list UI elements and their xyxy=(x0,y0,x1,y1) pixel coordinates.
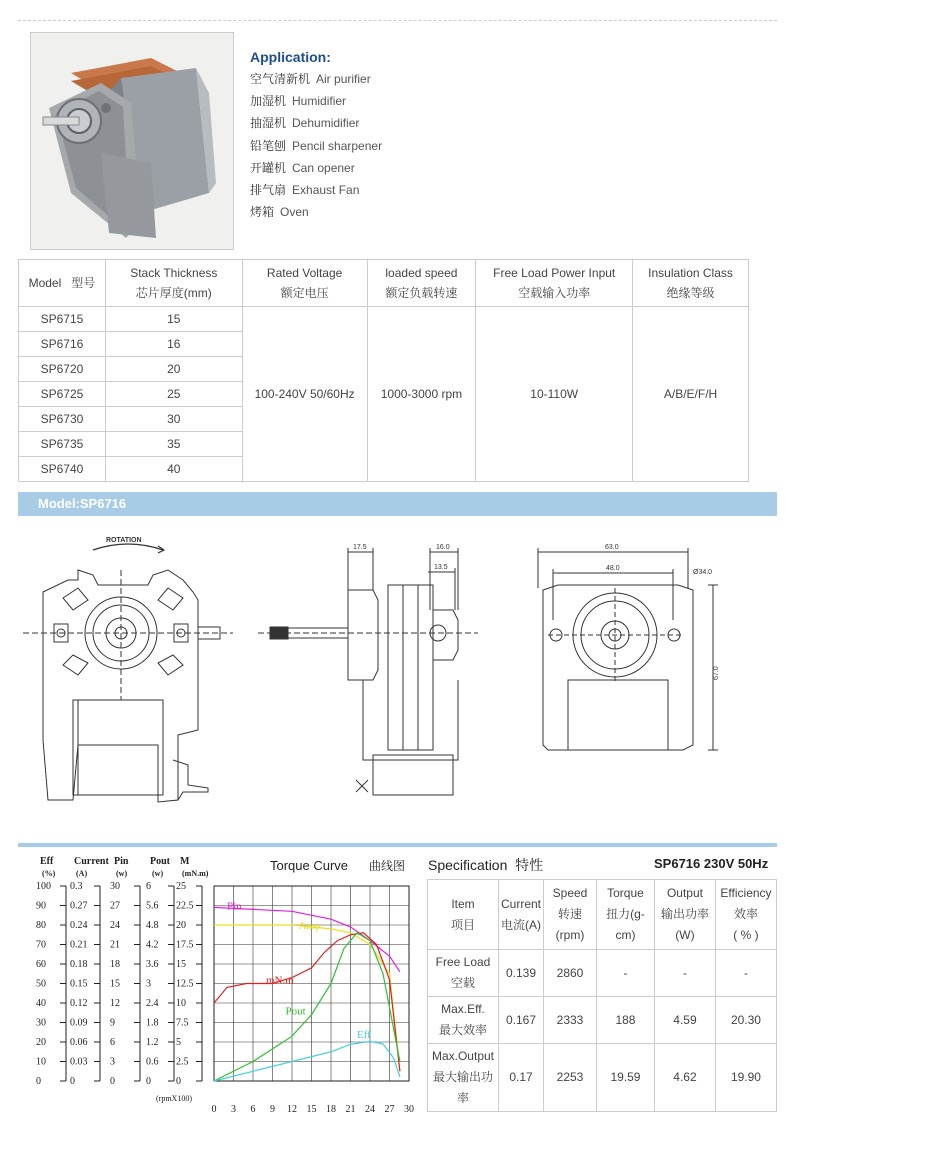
rotation-label: ROTATION xyxy=(106,537,142,544)
application-title: Application: xyxy=(250,49,331,65)
x-tick-label: 27 xyxy=(384,1104,395,1115)
top-divider xyxy=(18,20,777,21)
spec-eff: 20.30 xyxy=(715,997,776,1044)
axis-header-label: Pout xyxy=(150,856,170,867)
axis-tick-label: 15 xyxy=(110,978,120,990)
axis-tick-label: 50 xyxy=(36,978,46,990)
x-tick-label: 30 xyxy=(404,1104,414,1115)
cell-model: SP6735 xyxy=(19,432,106,457)
cell-voltage: 100-240V 50/60Hz xyxy=(242,307,367,482)
dim-label: 17.5 xyxy=(353,544,367,551)
spec-header-speed: Speed 转速 (rpm) xyxy=(544,880,597,950)
axis-tick-label: 70 xyxy=(36,939,46,951)
cell-model: SP6725 xyxy=(19,382,106,407)
axis-tick-label: 40 xyxy=(36,998,46,1009)
x-tick-label: 24 xyxy=(365,1104,375,1115)
x-tick-label: 6 xyxy=(250,1104,256,1115)
axis-tick-label: 10 xyxy=(176,998,186,1009)
series-line-eff xyxy=(214,1041,400,1081)
axis-header-unit: (%) xyxy=(42,869,56,878)
axis-tick-label: 100 xyxy=(36,881,51,892)
spec-model: SP6716 230V 50Hz xyxy=(654,856,769,871)
axis-tick-label: 15 xyxy=(176,959,186,970)
axis-header-unit: (w) xyxy=(152,869,164,878)
x-tick-label: 21 xyxy=(345,1104,356,1115)
cell-stack: 35 xyxy=(105,432,242,457)
axis-tick-label: 0 xyxy=(36,1076,41,1087)
spec-row xyxy=(428,950,777,997)
cell-stack: 20 xyxy=(105,357,242,382)
axis-tick-label: 6 xyxy=(146,881,151,892)
shaded-pole-motor-image xyxy=(31,33,233,249)
axis-header-unit: (mN.m) xyxy=(182,869,209,878)
axis-tick-label: 0.06 xyxy=(70,1037,88,1048)
dim-label: Ø34.0 xyxy=(693,569,713,576)
spec-torque: - xyxy=(596,950,654,997)
series-label: Pout xyxy=(285,1005,306,1018)
motor-photo xyxy=(30,32,234,250)
axis-header-label: Eff xyxy=(40,856,54,867)
x-tick-label: 12 xyxy=(287,1104,297,1115)
axis-tick-label: 0.24 xyxy=(70,920,88,931)
axis-tick-label: 21 xyxy=(110,939,120,951)
table-header-row xyxy=(19,260,749,307)
dim-label: 13.5 xyxy=(434,564,448,571)
header-speed: loaded speed 额定负载转速 xyxy=(367,260,476,307)
axis-tick-label: 22.5 xyxy=(176,900,194,912)
axis-ticks xyxy=(36,881,202,1087)
axis-tick-label: 30 xyxy=(36,1017,46,1029)
cell-model: SP6720 xyxy=(19,357,106,382)
chart-title-zh: 曲线图 xyxy=(369,859,406,873)
technical-drawings xyxy=(18,530,777,820)
cell-model: SP6715 xyxy=(19,307,106,332)
chart-title: Torque Curve xyxy=(270,858,349,873)
dim-label: 48.0 xyxy=(606,565,620,572)
axis-tick-label: 0 xyxy=(146,1076,151,1087)
axis-tick-label: 18 xyxy=(110,959,120,970)
spec-header-item: Item 项目 xyxy=(428,880,499,950)
axis-tick-label: 27 xyxy=(110,900,120,912)
cell-model: SP6730 xyxy=(19,407,106,432)
header-model: Model 型号 xyxy=(19,260,106,307)
axis-tick-label: 7.5 xyxy=(176,1017,189,1029)
cell-stack: 40 xyxy=(105,457,242,482)
cell-stack: 16 xyxy=(105,332,242,357)
axis-tick-label: 0.27 xyxy=(70,900,88,912)
side-view-drawing xyxy=(258,544,478,795)
spec-output: 4.62 xyxy=(654,1044,715,1112)
series-label: Pin xyxy=(227,900,242,913)
spec-torque: 19.59 xyxy=(596,1044,654,1112)
axis-tick-label: 12.5 xyxy=(176,978,194,990)
spec-header-torque: Torque 扭力(g- cm) xyxy=(596,880,654,950)
front-view-drawing xyxy=(23,537,233,802)
axis-tick-label: 3 xyxy=(146,978,151,990)
table-row xyxy=(19,307,749,332)
cell-speed: 1000-3000 rpm xyxy=(367,307,476,482)
axis-tick-label: 20 xyxy=(36,1037,46,1048)
header-power: Free Load Power Input 空载输入功率 xyxy=(476,260,633,307)
series-line-mnm xyxy=(214,933,400,1072)
axis-tick-label: 0.3 xyxy=(70,881,83,892)
dim-label: 16.0 xyxy=(436,544,450,551)
model-section-bar xyxy=(18,492,777,516)
x-axis-label: (rpmX100) xyxy=(156,1094,192,1103)
x-tick-labels xyxy=(212,1104,415,1115)
spec-item: Max.Output 最大输出功 率 xyxy=(428,1044,499,1112)
application-list xyxy=(250,48,382,223)
axis-tick-label: 0.6 xyxy=(146,1056,159,1068)
cell-insulation: A/B/E/F/H xyxy=(633,307,749,482)
spec-item: Max.Eff. 最大效率 xyxy=(428,997,499,1044)
spec-row xyxy=(428,1044,777,1112)
x-tick-label: 18 xyxy=(326,1104,336,1115)
spec-item: Free Load 空载 xyxy=(428,950,499,997)
series-label: Eff xyxy=(357,1029,371,1042)
spec-header-output: Output 输出功率 (W) xyxy=(654,880,715,950)
application-item: 排气扇 Exhaust Fan xyxy=(250,183,360,198)
dim-label: 63.0 xyxy=(605,544,619,551)
axis-tick-label: 17.5 xyxy=(176,939,194,951)
cell-model: SP6716 xyxy=(19,332,106,357)
axis-tick-label: 2.4 xyxy=(146,998,159,1009)
axis-tick-label: 5 xyxy=(176,1037,181,1048)
axis-tick-label: 0.15 xyxy=(70,978,88,990)
axis-headers xyxy=(40,856,209,878)
spec-current: 0.17 xyxy=(498,1044,543,1112)
application-item: 空气清新机 Air purifier xyxy=(250,72,371,86)
axis-tick-label: 80 xyxy=(36,920,46,931)
model-table xyxy=(18,259,749,482)
x-tick-label: 9 xyxy=(270,1104,275,1115)
series-label: Amp xyxy=(298,919,321,932)
axis-tick-label: 4.8 xyxy=(146,920,159,931)
axis-tick-label: 90 xyxy=(36,900,46,912)
axis-tick-label: 30 xyxy=(110,881,120,892)
spec-title: Specification 特性 xyxy=(428,857,544,873)
axis-header-label: Current xyxy=(74,856,109,867)
cell-power: 10-110W xyxy=(476,307,633,482)
header-stack: Stack Thickness 芯片厚度(mm) xyxy=(105,260,242,307)
axis-tick-label: 6 xyxy=(110,1037,115,1048)
axis-header-label: M xyxy=(180,856,190,867)
spec-speed: 2333 xyxy=(544,997,597,1044)
axis-tick-label: 1.2 xyxy=(146,1037,159,1048)
section-divider xyxy=(18,843,777,847)
torque-curve-chart xyxy=(18,850,418,1120)
cell-stack: 15 xyxy=(105,307,242,332)
axis-tick-label: 1.8 xyxy=(146,1017,159,1029)
series-label: mN.m xyxy=(266,974,294,987)
rear-view-drawing xyxy=(538,544,720,750)
series-line-pin xyxy=(214,907,400,971)
axis-tick-label: 9 xyxy=(110,1017,115,1029)
axis-tick-label: 0 xyxy=(110,1076,115,1087)
axis-tick-label: 0.09 xyxy=(70,1017,88,1029)
spec-output: - xyxy=(654,950,715,997)
spec-torque: 188 xyxy=(596,997,654,1044)
axis-tick-label: 3 xyxy=(110,1056,115,1068)
axis-tick-label: 10 xyxy=(36,1056,46,1068)
header-insulation: Insulation Class 绝缘等级 xyxy=(633,260,749,307)
spec-output: 4.59 xyxy=(654,997,715,1044)
cell-stack: 25 xyxy=(105,382,242,407)
spec-row xyxy=(428,997,777,1044)
axis-tick-label: 0.03 xyxy=(70,1056,88,1068)
axis-tick-label: 0 xyxy=(176,1076,181,1087)
cell-model: SP6740 xyxy=(19,457,106,482)
cell-stack: 30 xyxy=(105,407,242,432)
axis-tick-label: 0 xyxy=(70,1076,75,1087)
spec-table xyxy=(427,879,777,1112)
series-line-pout xyxy=(214,933,400,1081)
axis-tick-label: 20 xyxy=(176,920,186,931)
spec-header-row xyxy=(428,880,777,950)
axis-tick-label: 3.6 xyxy=(146,959,159,970)
spec-current: 0.167 xyxy=(498,997,543,1044)
axis-tick-label: 0.21 xyxy=(70,939,88,951)
spec-header-efficiency: Efficiency 效率 ( % ) xyxy=(715,880,776,950)
axis-header-unit: (w) xyxy=(116,869,128,878)
series-lines xyxy=(214,900,400,1081)
axis-tick-label: 12 xyxy=(110,998,120,1009)
axis-header-label: Pin xyxy=(114,856,129,867)
axis-tick-label: 4.2 xyxy=(146,939,159,951)
x-tick-label: 0 xyxy=(211,1104,217,1115)
spec-eff: 19.90 xyxy=(715,1044,776,1112)
application-item: 铅笔刨 Pencil sharpener xyxy=(250,138,383,153)
axis-header-unit: (A) xyxy=(76,869,88,878)
spec-current: 0.139 xyxy=(498,950,543,997)
x-tick-label: 3 xyxy=(231,1104,236,1115)
application-item: 开罐机 Can opener xyxy=(250,160,355,175)
dim-label: 67.0 xyxy=(713,666,720,680)
axis-tick-label: 60 xyxy=(36,959,46,970)
axis-tick-label: 5.6 xyxy=(146,900,159,912)
header-voltage: Rated Voltage 额定电压 xyxy=(242,260,367,307)
spec-speed: 2253 xyxy=(544,1044,597,1112)
axis-tick-label: 0.12 xyxy=(70,998,88,1009)
spec-speed: 2860 xyxy=(544,950,597,997)
axis-tick-label: 2.5 xyxy=(176,1056,189,1068)
spec-eff: - xyxy=(715,950,776,997)
application-item: 加湿机 Humidifier xyxy=(250,94,347,109)
application-item: 烤箱 Oven xyxy=(250,205,309,220)
spec-header-current: Current 电流(A) xyxy=(498,880,543,950)
axis-tick-label: 0.18 xyxy=(70,959,88,970)
x-tick-label: 15 xyxy=(306,1104,317,1115)
application-item: 抽湿机 Dehumidifier xyxy=(250,116,360,131)
axis-tick-label: 25 xyxy=(176,881,186,892)
model-section-title: Model:SP6716 xyxy=(38,496,127,511)
axis-tick-label: 24 xyxy=(110,920,120,931)
